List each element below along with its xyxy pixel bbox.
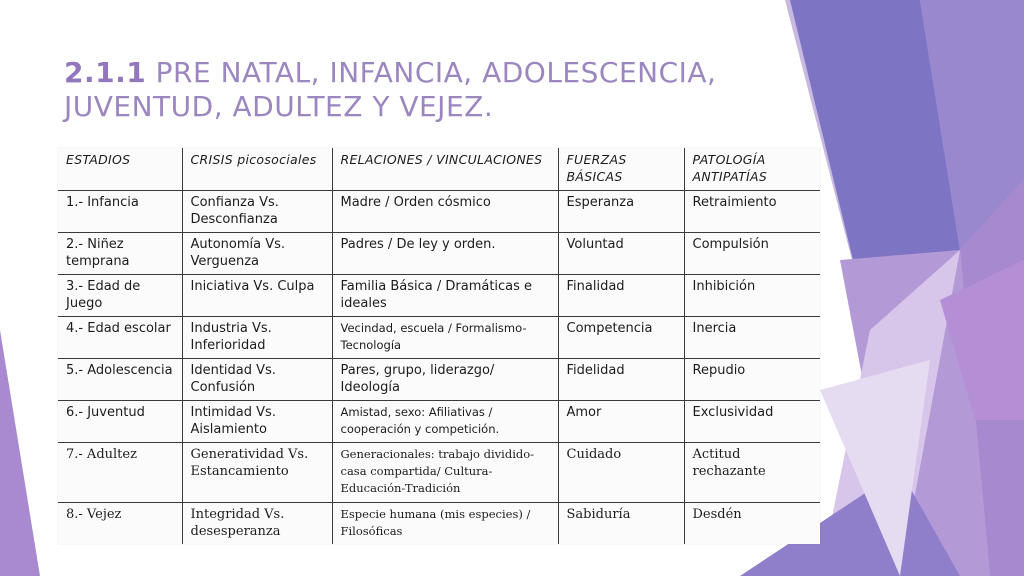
- cell-stage: 1.- Infancia: [58, 190, 182, 232]
- cell-stage: 5.- Adolescencia: [58, 358, 182, 400]
- cell-stage: 3.- Edad de Juego: [58, 274, 182, 316]
- cell-stage: 2.- Niñez temprana: [58, 232, 182, 274]
- cell-pathology: Retraimiento: [684, 190, 820, 232]
- cell-stage: 4.- Edad escolar: [58, 316, 182, 358]
- slide-title: [64, 56, 764, 124]
- table-row: [58, 316, 820, 358]
- cell-strength: Amor: [558, 400, 684, 442]
- header-crisis: CRISIS picosociales: [182, 148, 332, 190]
- cell-relations: Generacionales: trabajo dividido- casa compartida/ Cultura-Educación-Tradición: [332, 442, 558, 502]
- cell-pathology: Inhibición: [684, 274, 820, 316]
- cell-stage: 6.- Juventud: [58, 400, 182, 442]
- cell-relations: Vecindad, escuela / Formalismo-Tecnología: [332, 316, 558, 358]
- cell-strength: Competencia: [558, 316, 684, 358]
- cell-pathology: Compulsión: [684, 232, 820, 274]
- cell-crisis: Confianza Vs. Desconfianza: [182, 190, 332, 232]
- cell-crisis: Iniciativa Vs. Culpa: [182, 274, 332, 316]
- cell-relations: Amistad, sexo: Afiliativas / cooperación y competición.: [332, 400, 558, 442]
- cell-stage: 8.- Vejez: [58, 502, 182, 544]
- header-estadios: ESTADIOS: [58, 148, 182, 190]
- cell-relations: Pares, grupo, liderazgo/ Ideología: [332, 358, 558, 400]
- cell-strength: Esperanza: [558, 190, 684, 232]
- cell-strength: Cuidado: [558, 442, 684, 502]
- cell-crisis: Generatividad Vs. Estancamiento: [182, 442, 332, 502]
- title-number: 2.1.1: [64, 56, 147, 89]
- cell-strength: Sabiduría: [558, 502, 684, 544]
- table-row: [58, 274, 820, 316]
- cell-pathology: Inercia: [684, 316, 820, 358]
- cell-pathology: Desdén: [692, 506, 742, 522]
- cell-crisis: Autonomía Vs. Verguenza: [182, 232, 332, 274]
- header-fuerzas: FUERZAS BÁSICAS: [558, 148, 684, 190]
- psychosocial-stages-table: [58, 148, 820, 544]
- stages-table: [58, 148, 820, 544]
- cell-relations: Especie humana (mis especies) / Filosóficas: [332, 502, 558, 544]
- cell-strength: Finalidad: [558, 274, 684, 316]
- table-row: [58, 190, 820, 232]
- cell-pathology: Exclusividad: [684, 400, 820, 442]
- table-row: [58, 442, 820, 502]
- header-relaciones: RELACIONES / VINCULACIONES: [332, 148, 558, 190]
- table-row: [58, 358, 820, 400]
- cell-relations: Madre / Orden cósmico: [332, 190, 558, 232]
- cell-relations: Padres / De ley y orden.: [332, 232, 558, 274]
- cell-pathology: Actitud rechazante: [684, 442, 820, 502]
- cell-crisis: Identidad Vs. Confusión: [182, 358, 332, 400]
- cell-crisis: Intimidad Vs. Aislamiento: [182, 400, 332, 442]
- cell-strength: Fidelidad: [558, 358, 684, 400]
- table-row: [58, 502, 820, 544]
- table-header-row: [58, 148, 820, 190]
- header-patologia: PATOLOGÍA ANTIPATÍAS: [684, 148, 820, 190]
- cell-pathology: Repudio: [684, 358, 820, 400]
- cell-crisis: Integridad Vs. desesperanza: [182, 502, 332, 544]
- cell-relations: Familia Básica / Dramáticas e ideales: [332, 274, 558, 316]
- table-row: [58, 232, 820, 274]
- table-row: [58, 400, 820, 442]
- cell-stage: 7.- Adultez: [58, 442, 182, 502]
- cell-strength: Voluntad: [558, 232, 684, 274]
- title-text: PRE NATAL, INFANCIA, ADOLESCENCIA, JUVENTUD, ADULTEZ Y VEJEZ.: [64, 56, 717, 123]
- cell-crisis: Industria Vs. Inferioridad: [182, 316, 332, 358]
